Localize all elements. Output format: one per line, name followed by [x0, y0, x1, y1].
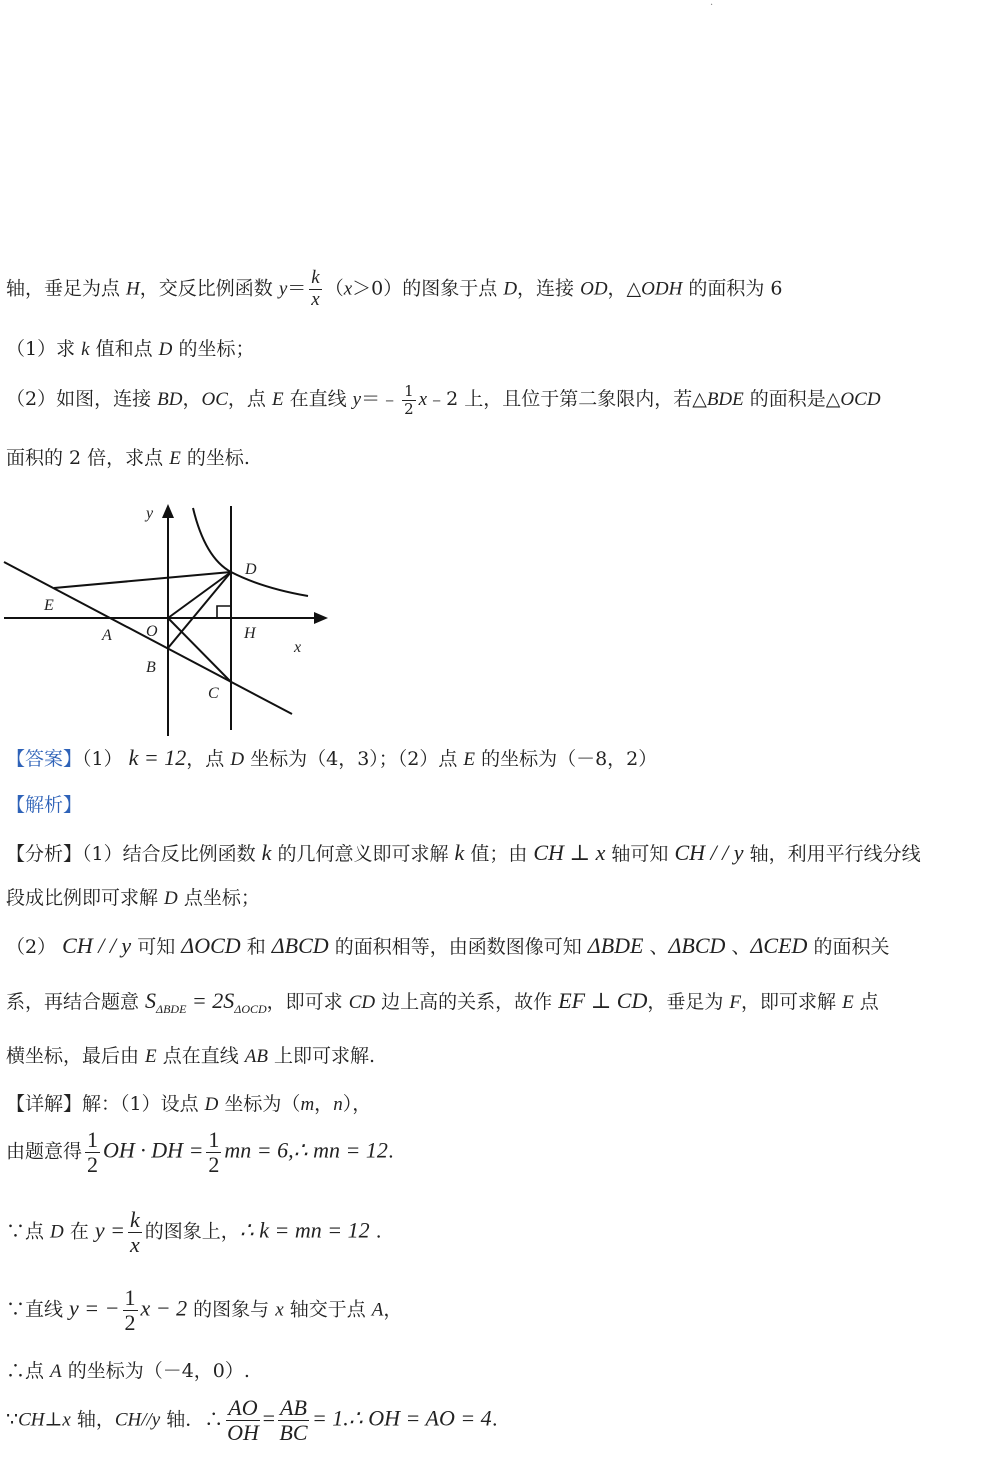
text: ，连接 — [517, 277, 581, 300]
detail-line-3 — [6, 1208, 382, 1257]
text: 的图象与 — [187, 1298, 276, 1321]
math-CH-perp-x: CH ⊥ x — [533, 840, 606, 865]
text: ，垂足为 — [647, 991, 730, 1013]
text: 面积的 2 倍，求点 — [6, 447, 170, 469]
text: 的面积为 6 — [682, 277, 783, 300]
question-1 — [6, 338, 254, 362]
subscript: ΔOCD — [234, 1002, 267, 1016]
text: 横坐标，最后由 — [6, 1045, 146, 1067]
text: 值和点 — [89, 338, 159, 360]
var-CH: CH — [18, 1409, 45, 1431]
math-CH-par-y: CH / / y — [62, 933, 132, 958]
var-CD: CD — [348, 992, 376, 1013]
var-H: H — [126, 278, 140, 300]
label-E: E — [44, 597, 54, 614]
text: ，点 — [186, 748, 231, 770]
var-x: x — [275, 1299, 284, 1321]
numerator: k — [311, 267, 320, 288]
var-y: y — [278, 278, 288, 300]
math-EF-perp-CD: EF ⊥ CD — [558, 988, 648, 1013]
right-angle-mark — [217, 606, 231, 618]
detail-line-1 — [6, 1093, 371, 1117]
var-E: E — [463, 749, 476, 770]
var-A: A — [50, 1361, 62, 1382]
var-AB: AB — [244, 1046, 268, 1067]
text: 边上高的关系，故作 — [375, 991, 559, 1013]
var-k: k — [261, 840, 272, 865]
numerator: AB — [280, 1395, 307, 1420]
var-E: E — [842, 992, 854, 1013]
fraction-AO-OH — [226, 1396, 259, 1445]
text: ，△ — [607, 277, 642, 300]
text: ∵ — [6, 1408, 19, 1431]
var-m: m — [300, 1094, 315, 1115]
text: 的坐标. — [180, 447, 250, 469]
label-H: H — [244, 625, 256, 642]
math-tri-BCD: ΔBCD — [271, 933, 329, 958]
math-k-eq: ∴ k = mn = 12 — [239, 1217, 370, 1243]
numerator: AO — [228, 1395, 258, 1420]
text: ∴点 — [6, 1360, 51, 1382]
text: 的坐标； — [172, 338, 255, 360]
text: （2）如图，连接 — [6, 388, 158, 410]
text: （2） — [6, 936, 63, 958]
text: 的面积关 — [807, 936, 890, 958]
text: 的坐标为（－4，0）. — [61, 1360, 250, 1382]
fenxi-line-4 — [6, 988, 879, 1016]
denominator: OH — [227, 1420, 259, 1446]
text: ，点 — [227, 388, 272, 410]
text: 的坐标为（－8，2） — [475, 748, 658, 770]
analysis-tag: 【解析】 — [6, 794, 83, 816]
text: 值；由 — [464, 843, 534, 865]
detail-tag: 【详解】 — [6, 1093, 83, 1115]
text: 轴可知 — [605, 843, 675, 865]
math-eq: = 2S — [186, 988, 235, 1013]
problem-line-1 — [6, 268, 783, 311]
numerator: 1 — [124, 1285, 136, 1310]
header-mark: · — [710, 0, 714, 11]
var-D: D — [50, 1221, 64, 1243]
detail-line-5 — [6, 1360, 250, 1384]
segment-ED — [54, 572, 231, 588]
var-x: x — [418, 389, 428, 410]
text: 点 — [853, 991, 879, 1013]
text: ，即可求解 — [741, 991, 843, 1013]
var-OCD: OCD — [840, 389, 881, 410]
text: 轴，利用平行线分线 — [743, 843, 921, 865]
var-OC: OC — [201, 389, 228, 410]
text: 的面积相等，由函数图像可知 — [328, 936, 588, 958]
label-O: O — [146, 623, 158, 640]
text: 点在直线 — [156, 1045, 245, 1067]
equals: ＝﹣ — [361, 388, 400, 410]
label-A: A — [102, 627, 112, 644]
denominator: x — [130, 1232, 140, 1258]
detail-line-4 — [6, 1286, 402, 1335]
text: 的图象上， — [144, 1220, 240, 1243]
segment-OC — [168, 618, 231, 682]
numerator: 1 — [208, 1127, 220, 1152]
numerator: 1 — [404, 382, 414, 400]
fraction-half — [85, 1128, 100, 1177]
text: 上即可求解. — [267, 1045, 376, 1067]
answer-line — [6, 745, 657, 772]
var-BD: BD — [157, 389, 183, 410]
fraction-half — [206, 1128, 221, 1177]
y-axis-arrow — [162, 504, 174, 518]
text: ， — [182, 388, 202, 410]
fraction-half — [402, 383, 416, 417]
var-x: x — [343, 278, 353, 300]
denominator: 2 — [208, 1152, 220, 1178]
label-D: D — [245, 561, 257, 578]
label-C: C — [208, 685, 219, 702]
math-S: S — [145, 988, 157, 1013]
var-k: k — [454, 840, 465, 865]
equals: = — [262, 1405, 276, 1431]
text: . — [387, 1140, 394, 1163]
question-2 — [6, 383, 881, 417]
fenxi-line-5 — [6, 1045, 375, 1069]
text: ∵直线 — [6, 1298, 70, 1321]
var-OD: OD — [580, 278, 608, 300]
math-CH-par-y: CH / / y — [674, 840, 744, 865]
math-k-eq: k = 12 — [128, 745, 187, 770]
perp: ⊥ — [44, 1408, 63, 1431]
var-E: E — [169, 448, 181, 469]
var-D: D — [158, 339, 173, 360]
text: 段成比例即可求解 — [6, 887, 165, 909]
text: 在 — [63, 1220, 95, 1243]
label-x: x — [294, 639, 302, 656]
text: ，交反比例函数 — [139, 277, 279, 300]
detail-line-6 — [6, 1396, 498, 1445]
denominator: 2 — [87, 1152, 99, 1178]
geometry-figure — [0, 500, 340, 740]
text: ，即可求 — [266, 991, 349, 1013]
text: 可知 — [131, 936, 182, 958]
math-tri-BDE: ΔBDE — [587, 933, 644, 958]
text: 坐标为（4，3）；（2）点 — [244, 748, 464, 770]
text: 轴．∴ — [160, 1408, 224, 1431]
text: 的几何意义即可求解 — [271, 843, 455, 865]
text: ∵点 — [6, 1220, 51, 1243]
math-tri-BCD: ΔBCD — [668, 933, 726, 958]
text: 和 — [240, 936, 272, 958]
var-BDE: BDE — [706, 389, 744, 410]
text: . — [369, 1220, 382, 1243]
denominator: BC — [279, 1420, 308, 1446]
text: ﹣2 上，且位于第二象限内，若△ — [427, 388, 707, 410]
math-OH-eq: = 1.∴ OH = AO = 4 — [311, 1405, 492, 1431]
math-mn: mn = 6,∴ mn = 12 — [224, 1137, 388, 1163]
math-tri-CED: ΔCED — [750, 933, 808, 958]
denominator: x — [311, 288, 320, 310]
var-x: x — [62, 1409, 71, 1431]
text: （ — [324, 277, 344, 300]
var-n: n — [333, 1094, 343, 1115]
denominator: 2 — [124, 1310, 136, 1336]
numerator: k — [130, 1207, 140, 1232]
x-axis-arrow — [314, 612, 328, 624]
fraction-k-over-x — [128, 1208, 142, 1257]
math-y-eq: y = — [94, 1217, 125, 1243]
label-y: y — [146, 505, 154, 522]
var-y: y — [352, 389, 362, 410]
math-tri-OCD: ΔOCD — [181, 933, 241, 958]
var-k: k — [81, 339, 90, 360]
var-CH-par-y: CH//y — [114, 1409, 161, 1431]
text: 由题意得 — [6, 1140, 83, 1163]
label-B: B — [146, 659, 156, 676]
text: 在直线 — [283, 388, 353, 410]
numerator: 1 — [87, 1127, 99, 1152]
equals: ＝ — [287, 277, 307, 300]
text: 的面积是△ — [743, 388, 841, 410]
fenxi-line-2 — [6, 887, 260, 911]
text: ， — [314, 1093, 334, 1115]
text: 轴， — [70, 1408, 115, 1431]
text: ）， — [342, 1093, 372, 1115]
math-OH-DH: OH · DH = — [103, 1137, 204, 1163]
text: 轴，垂足为点 — [6, 277, 127, 300]
fenxi-tag: 【分析】 — [6, 843, 83, 865]
answer-tag: 【答案】 — [6, 748, 83, 770]
hyperbola — [193, 508, 308, 596]
text: 解：（1）设点 — [82, 1093, 205, 1115]
text: . — [491, 1408, 498, 1431]
denominator: 2 — [404, 399, 414, 418]
math-y-eq: y = − — [69, 1295, 120, 1321]
math-x-minus-2: x − 2 — [140, 1295, 188, 1321]
var-D: D — [204, 1094, 219, 1115]
text: 系，再结合题意 — [6, 991, 146, 1013]
var-E: E — [271, 389, 284, 410]
var-D: D — [230, 749, 245, 770]
detail-line-2 — [6, 1128, 394, 1177]
question-2-cont — [6, 447, 250, 471]
var-ODH: ODH — [641, 278, 683, 300]
fenxi-line-3 — [6, 933, 889, 959]
text: 轴交于点 — [283, 1298, 372, 1321]
text: （1） — [82, 748, 129, 770]
text: （1）求 — [6, 338, 82, 360]
var-D: D — [503, 278, 518, 300]
fenxi-line-1 — [6, 840, 921, 866]
text: ＞0）的图象于点 — [352, 277, 504, 300]
text: ， — [383, 1298, 403, 1321]
fraction-AB-BC — [278, 1396, 309, 1445]
var-D: D — [164, 888, 178, 909]
text: 点坐标； — [177, 887, 260, 909]
var-E: E — [145, 1046, 157, 1067]
var-F: F — [729, 992, 742, 1013]
text: 、 — [725, 936, 751, 958]
subscript: ΔBDE — [156, 1002, 187, 1016]
fraction-k-over-x — [309, 268, 321, 311]
var-A: A — [371, 1299, 384, 1321]
text: 坐标为（ — [218, 1093, 301, 1115]
fraction-half — [123, 1286, 138, 1335]
text: 、 — [643, 936, 669, 958]
text: （1）结合反比例函数 — [82, 843, 262, 865]
